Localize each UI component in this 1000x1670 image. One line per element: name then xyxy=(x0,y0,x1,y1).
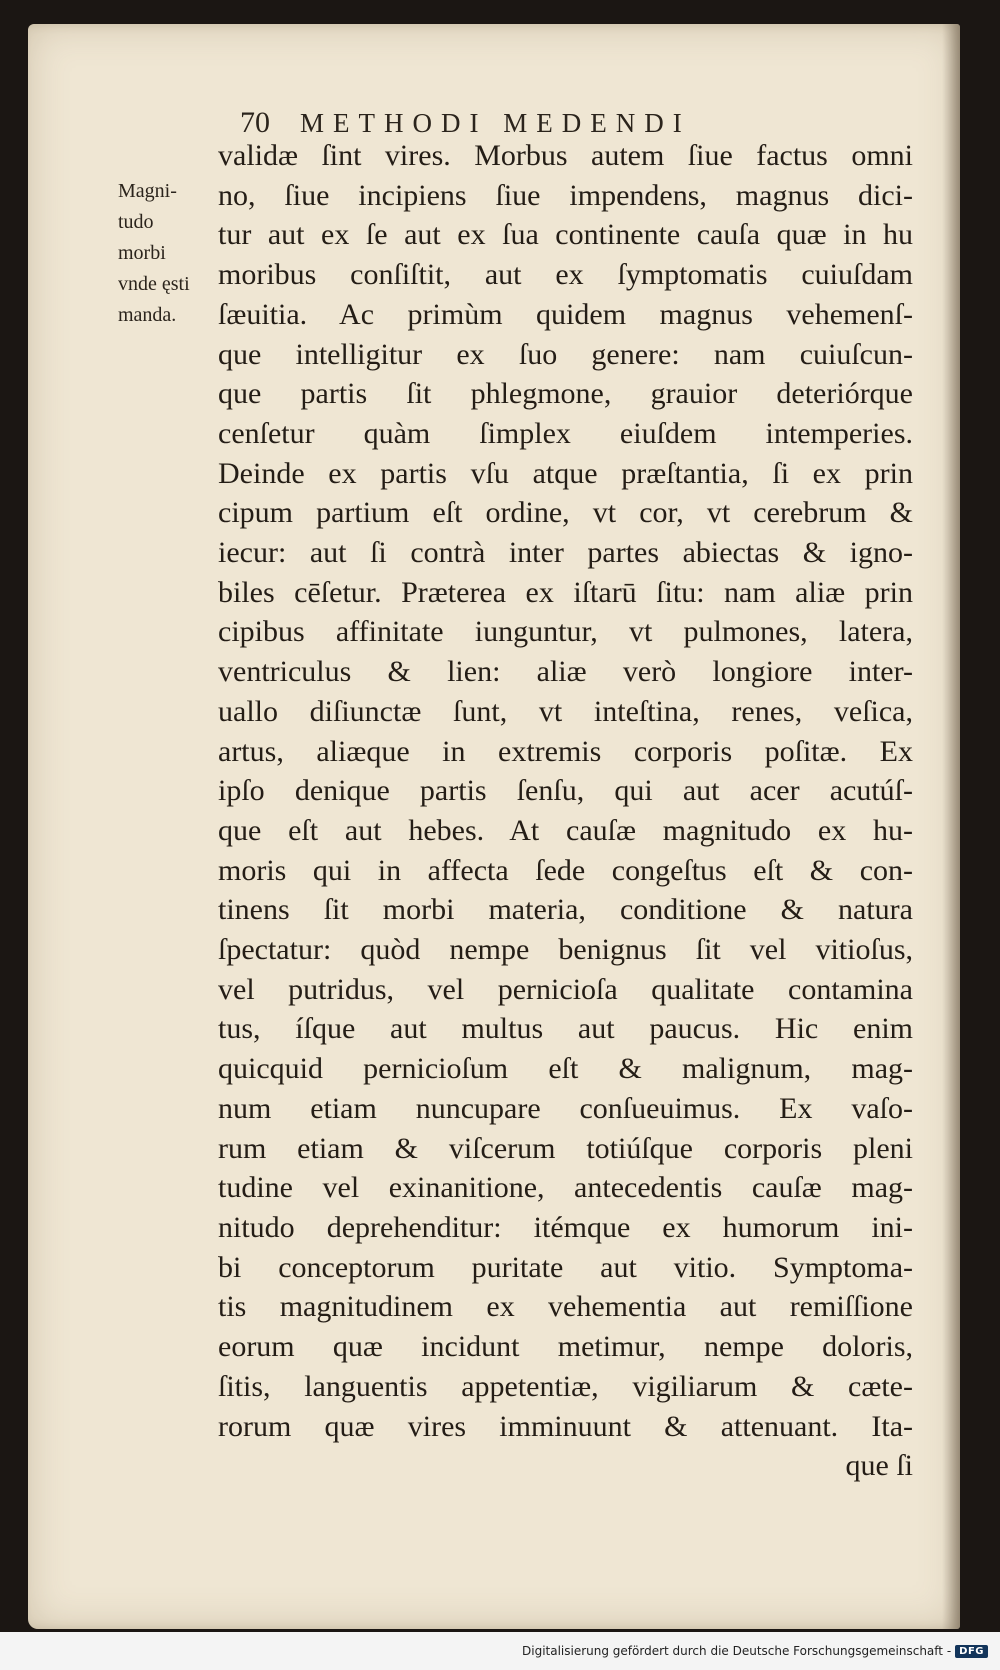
footer-credit: Digitalisierung gefördert durch die Deutsche Forschungsgemeinschaft - xyxy=(522,1644,952,1658)
text-line: tis magnitudinem ex vehementia aut remiſſione xyxy=(218,1290,913,1324)
marginal-note-line: vnde ęsti xyxy=(118,273,190,295)
text-line: vel putridus, vel pernicioſa qualitate contamina xyxy=(218,972,913,1006)
text-line: cenſetur quàm ſimplex eiuſdem intemperies. xyxy=(218,416,913,450)
main-text-block xyxy=(218,136,913,1486)
text-line: validæ ſint vires. Morbus autem ſiue factus omni xyxy=(218,139,913,172)
text-line: moribus conſiſtit, aut ex ſymptomatis cuiuſdam xyxy=(218,258,913,292)
text-line: no, ſiue incipiens ſiue impendens, magnus dici- xyxy=(218,178,913,212)
text-line: tus, íſque aut multus aut paucus. Hic enim xyxy=(218,1012,913,1046)
text-line: eorum quæ incidunt metimur, nempe doloris, xyxy=(218,1330,913,1364)
page-number: 70 xyxy=(240,106,270,139)
text-line: bi conceptorum puritate aut vitio. Symptoma- xyxy=(218,1250,913,1284)
text-line: ſitis, languentis appetentiæ, vigiliarum & cæte- xyxy=(218,1369,913,1403)
text-line: que eſt aut hebes. At cauſæ magnitudo ex hu- xyxy=(218,813,913,847)
text-line: num etiam nuncupare conſueuimus. Ex vaſo- xyxy=(218,1091,913,1125)
text-line: Deinde ex partis vſu atque præſtantia, ſi ex prin xyxy=(218,456,913,490)
footer-bar xyxy=(0,1632,1000,1670)
text-line: biles cēſetur. Præterea ex iſtarū ſitu: nam aliæ prin xyxy=(218,575,913,609)
text-line: iecur: aut ſi contrà inter partes abiectas & igno- xyxy=(218,536,913,570)
text-line: tudine vel exinanitione, antecedentis cauſæ mag- xyxy=(218,1171,913,1205)
dfg-logo-badge: DFG xyxy=(955,1645,988,1658)
text-line: que partis ſit phlegmone, grauior deteriórque xyxy=(218,377,913,411)
marginal-note-line: morbi xyxy=(118,242,166,264)
text-line: ipſo denique partis ſenſu, qui aut acer acutúſ- xyxy=(218,774,913,808)
text-line: ſpectatur: quòd nempe benignus ſit vel vitioſus, xyxy=(218,933,913,967)
text-line: que intelligitur ex ſuo genere: nam cuiuſcun- xyxy=(218,337,913,371)
text-line: rum etiam & viſcerum totiúſque corporis pleni xyxy=(218,1131,913,1165)
text-line: cipum partium eſt ordine, vt cor, vt cerebrum & xyxy=(218,496,913,530)
text-line: tinens ſit morbi materia, conditione & natura xyxy=(218,893,913,927)
page-edge-shadow xyxy=(942,24,960,1629)
text-line: ſæuitia. Ac primùm quidem magnus vehemenſ- xyxy=(218,297,913,331)
catchword: que ſi xyxy=(845,1449,913,1483)
marginal-note-line: Magni- xyxy=(118,180,177,202)
text-line: ventriculus & lien: aliæ verò longiore inter- xyxy=(218,655,913,689)
text-line: artus, aliæque in extremis corporis poſitæ. Ex xyxy=(218,734,913,768)
text-line: nitudo deprehenditur: itémque ex humorum ini- xyxy=(218,1210,913,1244)
text-line: quicquid pernicioſum eſt & malignum, mag- xyxy=(218,1052,913,1086)
running-title: METHODI MEDENDI xyxy=(300,108,691,138)
text-line: tur aut ex ſe aut ex ſua continente cauſa quæ in hu xyxy=(218,218,913,252)
text-line: uallo diſiunctæ ſunt, vt inteſtina, renes, veſica, xyxy=(218,694,913,728)
text-line: moris qui in affecta ſede congeſtus eſt & con- xyxy=(218,853,913,887)
marginal-note xyxy=(118,176,228,331)
marginal-note-line: manda. xyxy=(118,304,177,326)
text-line: cipibus affinitate iunguntur, vt pulmones, latera, xyxy=(218,615,913,649)
text-line: rorum quæ vires imminuunt & attenuant. Ita- xyxy=(218,1409,913,1443)
marginal-note-line: tudo xyxy=(118,211,154,233)
